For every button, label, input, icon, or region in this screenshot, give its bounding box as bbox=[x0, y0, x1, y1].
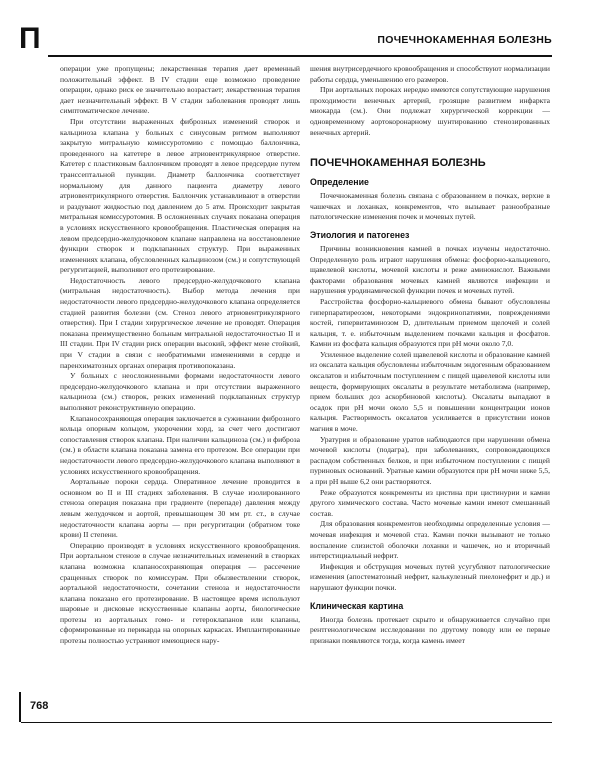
paragraph: Инфекция и обструкция мочевых путей усугубляют патологические изменения (апостематозный нефрит, калькулезный пиелонефрит и др.) и нарушают функции почки. bbox=[310, 561, 550, 592]
footer-rule bbox=[21, 722, 552, 723]
paragraph: Для образования конкрементов необходимы определенные условия — мочевая инфекция и мочевой стаз. Камни почки вызывают не только воспаление слизистой оболочки лоханки и чашечек, но и вторичный интерстициальный нефрит. bbox=[310, 519, 550, 561]
paragraph: Причины возникновения камней в почках изучены недостаточно. Определенную роль играют нарушения обмена: фосфорно-кальциевого, щавелевой кислоты, мочевой кислоты и реже аминокислот. Важными факторами образования мочевых камней являются инфекции и нарушения уродинамической функции почек и мочевых путей. bbox=[310, 243, 550, 296]
clinical-text bbox=[310, 615, 550, 647]
left-column bbox=[60, 64, 300, 647]
paragraph: Реже образуются конкременты из цистина при цистинурии и камни другого химического состава. Часто мочевые камни имеют смешанный состав. bbox=[310, 487, 550, 518]
page-number: 768 bbox=[30, 700, 49, 712]
header-rule bbox=[48, 55, 552, 57]
page-number-bar bbox=[19, 692, 21, 722]
paragraph: Иногда болезнь протекает скрыто и обнаруживается случайно при рентгенологическом исследовании по другому поводу или ее первые признаки появляются тогда, когда камень имеет bbox=[310, 614, 550, 645]
section-title: ПОЧЕЧНОКАМЕННАЯ БОЛЕЗНЬ bbox=[310, 157, 486, 170]
paragraph: операции уже пропущены; лекарственная терапия дает временный положительный эффект. В IV стадии еще возможно проведение операции, однако риск ее значительно возрастает; лекарственная терапия дает незначительный эффект. В V стадии заболевания проводят лишь симптоматическое лечение. bbox=[60, 64, 300, 116]
paragraph: Аортальные пороки сердца. Оперативное лечение проводится в основном во II и III стадиях заболевания. В случае изолированного стеноза операция показана при градиенте (перепаде) давления между левым желудочком и аортой, превышающем 30 мм рт. ст., в случае недостаточности клапана аорты — при регургитации (обратном токе крови) II степени. bbox=[60, 477, 300, 540]
right-column bbox=[310, 64, 550, 646]
paragraph: При аортальных пороках нередко имеются сопутствующие нарушения проходимости венечных артерий, грозящие развитием инфаркта миокарда (см.). Они подлежат хирургической коррекции — одновременному аортокоронарному шунтированию стенозированных венечных артерий. bbox=[310, 85, 550, 137]
paragraph: Расстройства фосфорно-кальциевого обмена бывают обусловлены гиперпаратиреозом, некоторыми эндокринопатиями, повреждениями костей, гипервитаминозом D, длительным приемом щелочей и солей кальция, т. е. избыточным выделением почками кальция и фосфатов. Камни из фосфата кальция образуются при pH мочи около 7,0. bbox=[310, 296, 550, 349]
etiology-heading: Этиология и патогенез bbox=[310, 229, 410, 240]
clinical-heading: Клиническая картина bbox=[310, 600, 404, 611]
paragraph: Недостаточность левого предсердно-желудочкового клапана (митральная недостаточность). Выбор метода лечения при недостаточности левого предсердно-желудочкового клапана определяется стадией развития болезни (см. Стеноз левого атриовентрикулярного отверстия). При I стадии хирургическое лечение не проводят. Операция показана преимущественно больным митральной недостаточностью II и III стадии. При IV стадии риск операции высокий, эффект мене стойкий, при V стадии в связи с необратимыми изменениями в сердце и паренхиматозных органах операция противопоказана. bbox=[60, 275, 300, 370]
paragraph: Клапаносохраняющая операция заключается в сужинании фиброзного кольца опорным кольцом, укорочении хорд, за счет чего достигают сопоставления створок клапана. При наличии кальциноза (см.) и фиброза (см.) в области клапана показана замена его протезом. Все операции при недостаточности левого предсердно-желудочкового клапана выполняют в условиях искусственного кровообращения. bbox=[60, 413, 300, 476]
definition-text bbox=[310, 191, 550, 223]
paragraph: Уратурия и образование уратов наблюдаются при нарушении обмена мочевой кислоты (подагра), при заболеваниях, сопровождающихся распадом собственных белков, и при избыточном поступлении с пищей пуриновых оснований. Уратные камни образуются при pH мочи ниже 5,5, а при pH выше 6,2 они растворяются. bbox=[310, 434, 550, 486]
section-letter: П bbox=[19, 22, 41, 55]
paragraph: При отсутствии выраженных фиброзных изменений створок и кальциноза клапана у больных с синусовым ритмом выполняют закрытую митральную комиссуротомию с помощью баллончика, проведенного на катетере в левое атриовентрикулярное отверстие. Катетер с пластиковым баллончиком проводят в левое предсердие путем транссептальной пункции. Диаметр баллончика соответствует нормальному для данного пациента диаметру левого атриовентрикулярного отверстия. Баллончик устанавливают в отверстии и раздувают жидкостью под давлением до 5 атм. Происходит закрытая митральная комиссуротомия. В осложненных случаях показана операция в условиях искусственного кровообращения. Пластическая операция на левом предсердно-желудочковом клапане направлена на восстановление функции створок и подклапанных структур. При выраженных изменениях клапана, обусловленных кальцинозом (см.) и сопутствующей регургитацией, выполняют его протезирование. bbox=[60, 116, 300, 275]
etiology-text bbox=[310, 244, 550, 594]
definition-heading: Определение bbox=[310, 177, 369, 188]
paragraph: Усиленное выделение солей щавелевой кислоты и образование камней из оксалата кальция обусловлены избыточным эндогенным образованием оксалатов и избыточным поступлением с пищей щавелевой кислоты или веществ, формирующих оксалаты в результате метаболизма (например, прием больших доз аскорбиновой кислоты). Оксалаты выпадают в осадок при pH мочи около 5,5 и повышении концентрации ионов кальция. Растворимость оксалатов усиливается в присутствии ионов магния в моче. bbox=[310, 349, 550, 434]
paragraph: Почечнокаменная болезнь связана с образованием в почках, верхне в чашечках и лоханках, конкрементов, что вызывает разнообразные патологические изменения почек и мочевых путей. bbox=[310, 191, 550, 222]
paragraph: У больных с неосложненными формами недостаточности левого предсердно-желудочкового клапана и при отсутствии выраженного кальциноза (см.) створок, резких изменений подклапанных структур выполняют реконструктивную операцию. bbox=[60, 371, 300, 412]
running-title: ПОЧЕЧНОКАМЕННАЯ БОЛЕЗНЬ bbox=[377, 34, 552, 46]
paragraph: шения внутрисердечного кровообращения и способствуют нормализации работы сердца, уменьшению его размеров. bbox=[310, 64, 550, 84]
paragraph: Операцию производят в условиях искусственного кровообращения. При аортальном стенозе в случае незначительных изменений в створках клапана возможна клапаносохраняющая операция — рассечение сращенных створок по комиссурам. При обызвествлении створок, аортальной недостаточности, сочетании стеноза и недостаточности клапана показано его протезирование. В настоящее время используют шаровые и дисковые искусственные клапаны аорты, биологические протезы из аортальных гомо- и гетероклапанов или клапаны, сформированные из перикарда на опорных каркасах. Имплантированные протезы полностью устраняют имеющиеся нару- bbox=[60, 540, 300, 646]
right-intro bbox=[310, 64, 550, 138]
